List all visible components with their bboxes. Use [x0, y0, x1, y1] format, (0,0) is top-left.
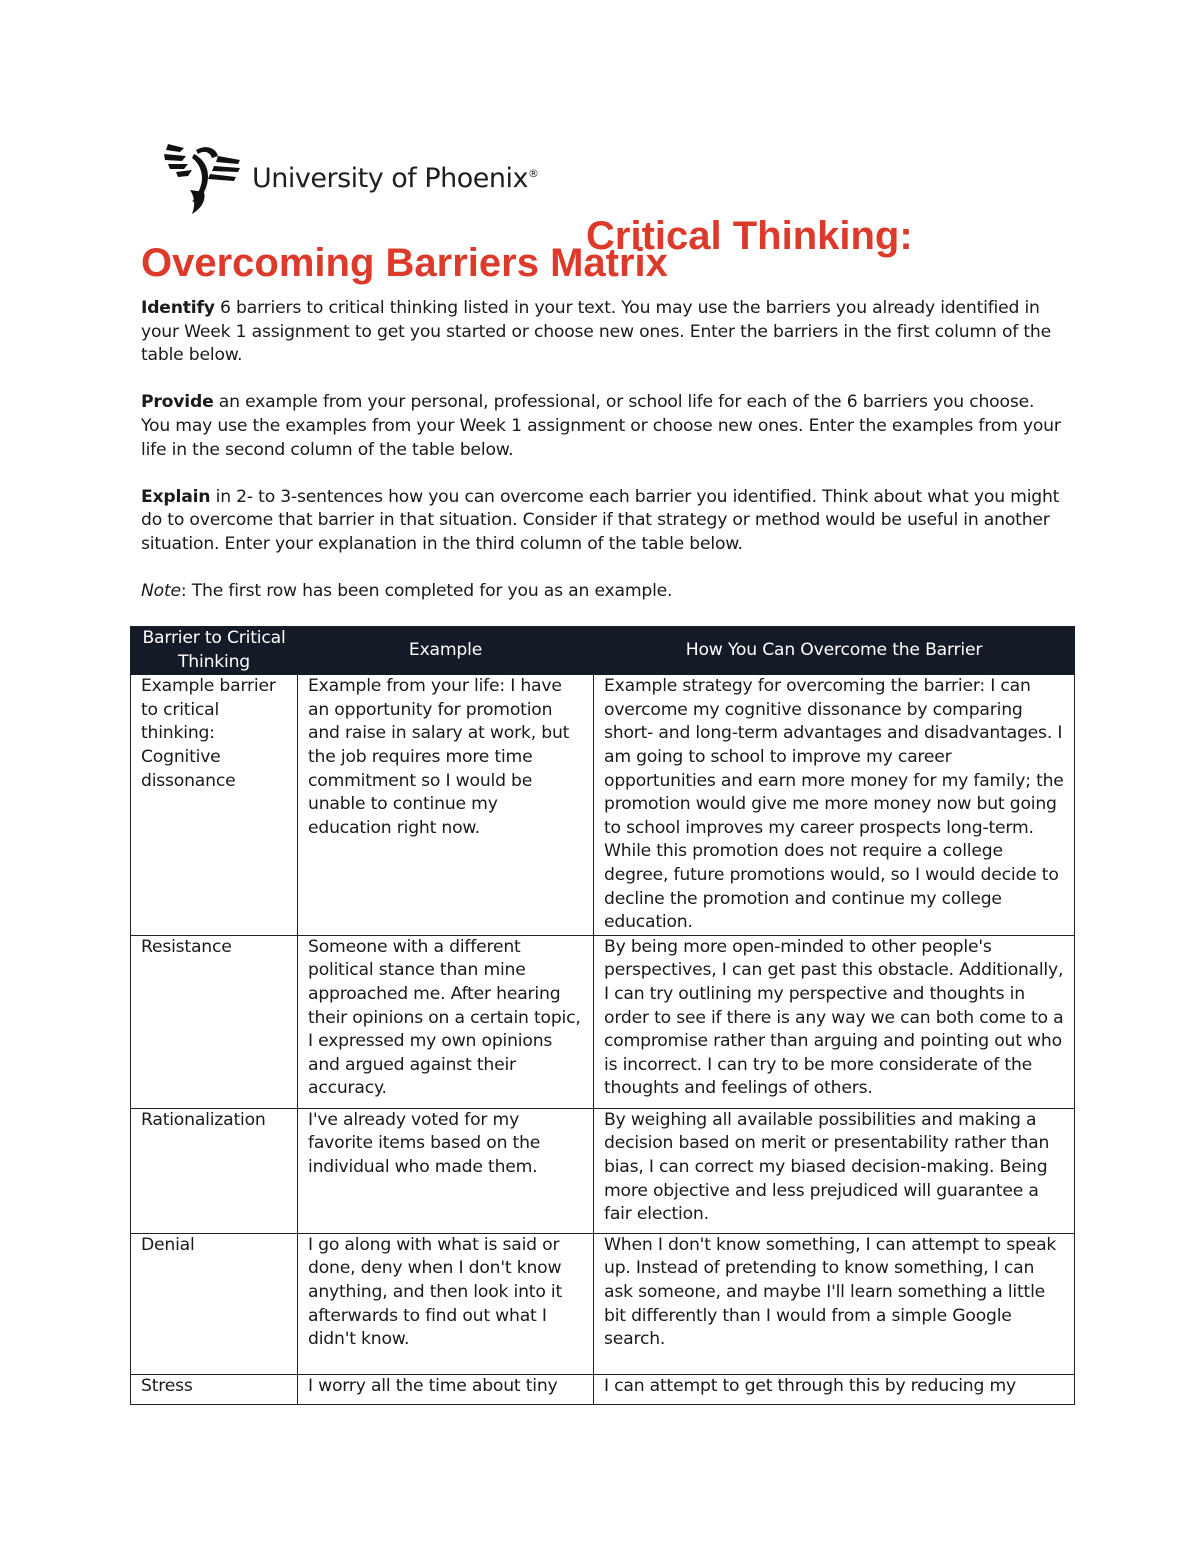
example-cell[interactable]: Example from your life: I have an opportunity for promotion and raise in salary at work, but the job requires more time commitment so I would be unable to continue my education right now. [298, 675, 594, 936]
header-overcome: How You Can Overcome the Barrier [594, 627, 1075, 675]
table-row [131, 675, 1075, 936]
barrier-cell[interactable]: Example barrier to critical thinking: Cognitive dissonance [131, 675, 298, 936]
instruction-explain: Explain in 2- to 3-sentences how you can overcome each barrier you identified. Think about what you might do to overcome that barrier in that situation. Consider if that strategy or method would be useful in another situation. Enter your explanation in the third column of the table below. [141, 486, 1060, 554]
page-title-line2: Overcoming Barriers Matrix [141, 241, 668, 285]
table-row [131, 1108, 1075, 1233]
example-cell[interactable]: I worry all the time about tiny [298, 1374, 594, 1404]
example-cell[interactable]: Someone with a different political stance than mine approached me. After hearing their opinions on a certain topic, I expressed my own opinions and argued against their accuracy. [298, 935, 594, 1108]
page-title-line1: Critical Thinking: [586, 214, 913, 258]
barrier-cell[interactable]: Resistance [131, 935, 298, 1108]
barrier-cell[interactable]: Stress [131, 1374, 298, 1404]
overcome-cell[interactable]: By being more open-minded to other people's perspectives, I can get past this obstacle. Additionally, I can try outlining my perspective and thoughts in order to see if there is any way we can both come to a compromise rather than arguing and pointing out who is incorrect. I can try to be more considerate of the thoughts and feelings of others. [594, 935, 1075, 1108]
example-cell[interactable]: I've already voted for my favorite items based on the individual who made them. [298, 1108, 594, 1233]
barriers-matrix-table [130, 626, 1075, 1405]
university-logo [162, 140, 539, 216]
header-example: Example [298, 627, 594, 675]
overcome-cell[interactable]: By weighing all available possibilities and making a decision based on merit or presentability rather than bias, I can correct my biased decision-making. Being more objective and less prejudiced will guarantee a fair election. [594, 1108, 1075, 1233]
table-row [131, 1374, 1075, 1404]
overcome-cell[interactable]: I can attempt to get through this by reducing my [594, 1374, 1075, 1404]
instruction-provide: Provide an example from your personal, professional, or school life for each of the 6 barriers you choose. You may use the examples from your Week 1 assignment or choose new ones. Enter the examples from your life in the second column of the table below. [141, 392, 1061, 460]
table-row [131, 1233, 1075, 1374]
overcome-cell[interactable]: Example strategy for overcoming the barrier: I can overcome my cognitive dissonance by comparing short- and long-term advantages and disadvantages. I am going to school to improve my career opportunities and earn more money for my family; the promotion would give me more money now but going to school improves my career prospects long-term. While this promotion does not require a college degree, future promotions would, so I would decide to decline the promotion and continue my college education. [594, 675, 1075, 936]
barrier-cell[interactable]: Denial [131, 1233, 298, 1374]
instructions [141, 297, 1066, 627]
table-header-row [131, 627, 1075, 675]
example-cell[interactable]: I go along with what is said or done, deny when I don't know anything, and then look into it afterwards to find out what I didn't know. [298, 1233, 594, 1374]
instruction-note: Note: The first row has been completed for you as an example. [141, 581, 673, 602]
instruction-identify: Identify 6 barriers to critical thinking listed in your text. You may use the barriers you already identified in your Week 1 assignment to get you started or choose new ones. Enter the barriers in the first column of the table below. [141, 298, 1051, 366]
header-barrier: Barrier to Critical Thinking [131, 627, 298, 675]
table-row [131, 935, 1075, 1108]
phoenix-bird-icon [162, 140, 242, 216]
logo-wordmark: University of Phoenix® [252, 162, 539, 194]
overcome-cell[interactable]: When I don't know something, I can attempt to speak up. Instead of pretending to know something, I can ask someone, and maybe I'll learn something a little bit differently than I would from a simple Google search. [594, 1233, 1075, 1374]
barrier-cell[interactable]: Rationalization [131, 1108, 298, 1233]
